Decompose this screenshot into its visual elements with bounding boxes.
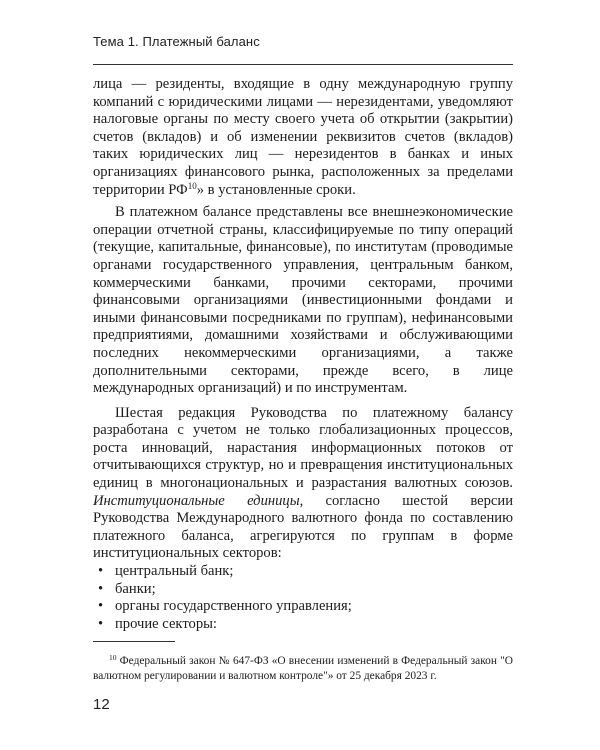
list-item	[93, 598, 513, 616]
footnote-ref[interactable]: 10	[187, 180, 197, 191]
page-number: 12	[93, 696, 110, 713]
list-item-text: органы государственного управления;	[115, 598, 352, 615]
paragraph-3-text-b: , согласно шестой версии Руководства Международного валютного фонда по составлению платежного баланса, агрегируются по группам в форме институциональных секторов:	[93, 492, 514, 562]
paragraph-3-italic-term: Институциональные единицы	[93, 492, 300, 509]
footnote-number: 10	[109, 653, 117, 662]
footnote	[93, 654, 513, 684]
list-item	[93, 563, 513, 581]
paragraph-3	[93, 405, 513, 563]
bullet-icon: •	[98, 598, 104, 615]
header-rule	[93, 64, 513, 65]
running-head: Тема 1. Платежный баланс	[93, 34, 260, 49]
list-item	[93, 581, 513, 599]
paragraph-1-text: лица — резиденты, входящие в одну международную группу компаний с юридическими лицами — нерезидентами, уведомляют налоговые органы по месту своего учета об открытии (закрытии) счетов (вкладов) и об изменении реквизитов счетов (вкладов) таких юридических лиц — нерезидентов в банках и иных организациях финансового рынка, расположенных за пределами территории РФ	[93, 76, 513, 198]
main-text	[93, 76, 513, 633]
bullet-icon: •	[98, 615, 104, 632]
list-item	[93, 616, 513, 634]
sector-list	[93, 563, 513, 633]
paragraph-1	[93, 76, 513, 199]
paragraph-1-tail: » в установленные сроки.	[196, 181, 356, 198]
bullet-icon: •	[98, 563, 104, 580]
list-item-text: банки;	[115, 580, 156, 597]
paragraph-2: В платежном балансе представлены все внешнеэкономические операции отчетной страны, классифицируемые по типу операций (текущие, капитальные, финансовые), по институтам (проводимые органами государственного управления, центральным банком, коммерческими банками, прочими секторами, прочими финансовыми организациями (инвестиционными фондами и иными финансовыми посредниками по группам), нефинансовыми предприятиями, домашними хозяйствами и обслуживающими последних некоммерческими организациями, а также дополнительными секторами, прежде всего, в лице международных организаций) и по инструментам.	[93, 204, 513, 397]
list-item-text: центральный банк;	[115, 563, 234, 580]
list-item-text: прочие секторы:	[115, 615, 217, 632]
footnote-rule	[93, 641, 175, 642]
footnote-text: Федеральный закон № 647-ФЗ «О внесении изменений в Федеральный закон "О валютном регулировании и валютном контроле"» от 25 декабря 2023 г.	[93, 655, 513, 682]
bullet-icon: •	[98, 580, 104, 597]
paragraph-3-text-a: Шестая редакция Руководства по платежному балансу разработана с учетом не только глобализационных процессов, роста инноваций, нарастания информационных потоков от отчитывающихся структур, но и превращения институциональных единиц в многонациональных и разрастания валютных союзов.	[93, 404, 513, 492]
